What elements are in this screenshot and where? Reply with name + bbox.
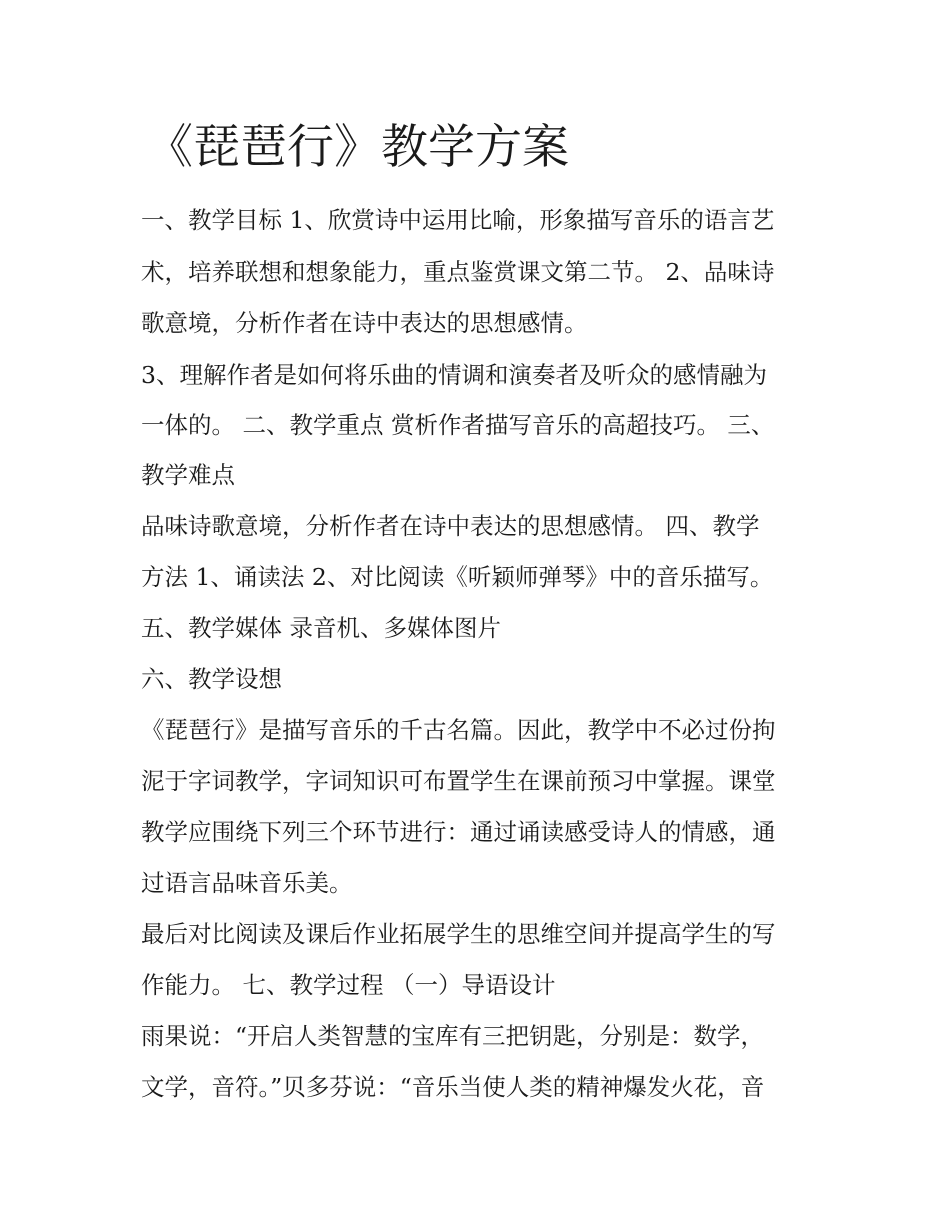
text-line: 作能力。 七、教学过程 （一）导语设计 xyxy=(141,971,556,999)
text-line: 3、理解作者是如何将乐曲的情调和演奏者及听众的感情融为 xyxy=(141,361,767,389)
text-line: 方法 1、诵读法 2、对比阅读《听颖师弹琴》中的音乐描写。 xyxy=(141,563,774,591)
text-line: 过语言品味音乐美。 xyxy=(141,869,353,897)
text-line: 六、教学设想 xyxy=(141,665,282,693)
text-line: 一体的。 二、教学重点 赏析作者描写音乐的高超技巧。 三、 xyxy=(141,411,775,439)
text-line: 泥于字词教学，字词知识可布置学生在课前预习中掌握。课堂 xyxy=(141,767,776,795)
text-line: 《琵琶行》是描写音乐的千古名篇。因此，教学中不必过份拘 xyxy=(141,716,776,744)
text-line: 五、教学媒体 录音机、多媒体图片 xyxy=(141,614,501,642)
text-line: 教学应围绕下列三个环节进行：通过诵读感受诗人的情感，通 xyxy=(141,818,776,846)
document-title: 《琵琶行》教学方案 xyxy=(146,120,569,175)
text-line: 歌意境，分析作者在诗中表达的思想感情。 xyxy=(141,309,588,337)
text-line: 一、教学目标 1、欣赏诗中运用比喻，形象描写音乐的语言艺 xyxy=(141,206,775,234)
text-line: 文学，音符。”贝多芬说：“音乐当使人类的精神爆发火花，音 xyxy=(141,1073,765,1101)
text-line: 雨果说：“开启人类智慧的宝库有三把钥匙，分别是：数学， xyxy=(141,1022,765,1050)
text-line: 最后对比阅读及课后作业拓展学生的思维空间并提高学生的写 xyxy=(141,920,776,948)
text-line: 品味诗歌意境，分析作者在诗中表达的思想感情。 四、教学 xyxy=(141,512,760,540)
text-line: 术，培养联想和想象能力，重点鉴赏课文第二节。 2、品味诗 xyxy=(141,258,775,286)
text-line: 教学难点 xyxy=(141,461,235,489)
